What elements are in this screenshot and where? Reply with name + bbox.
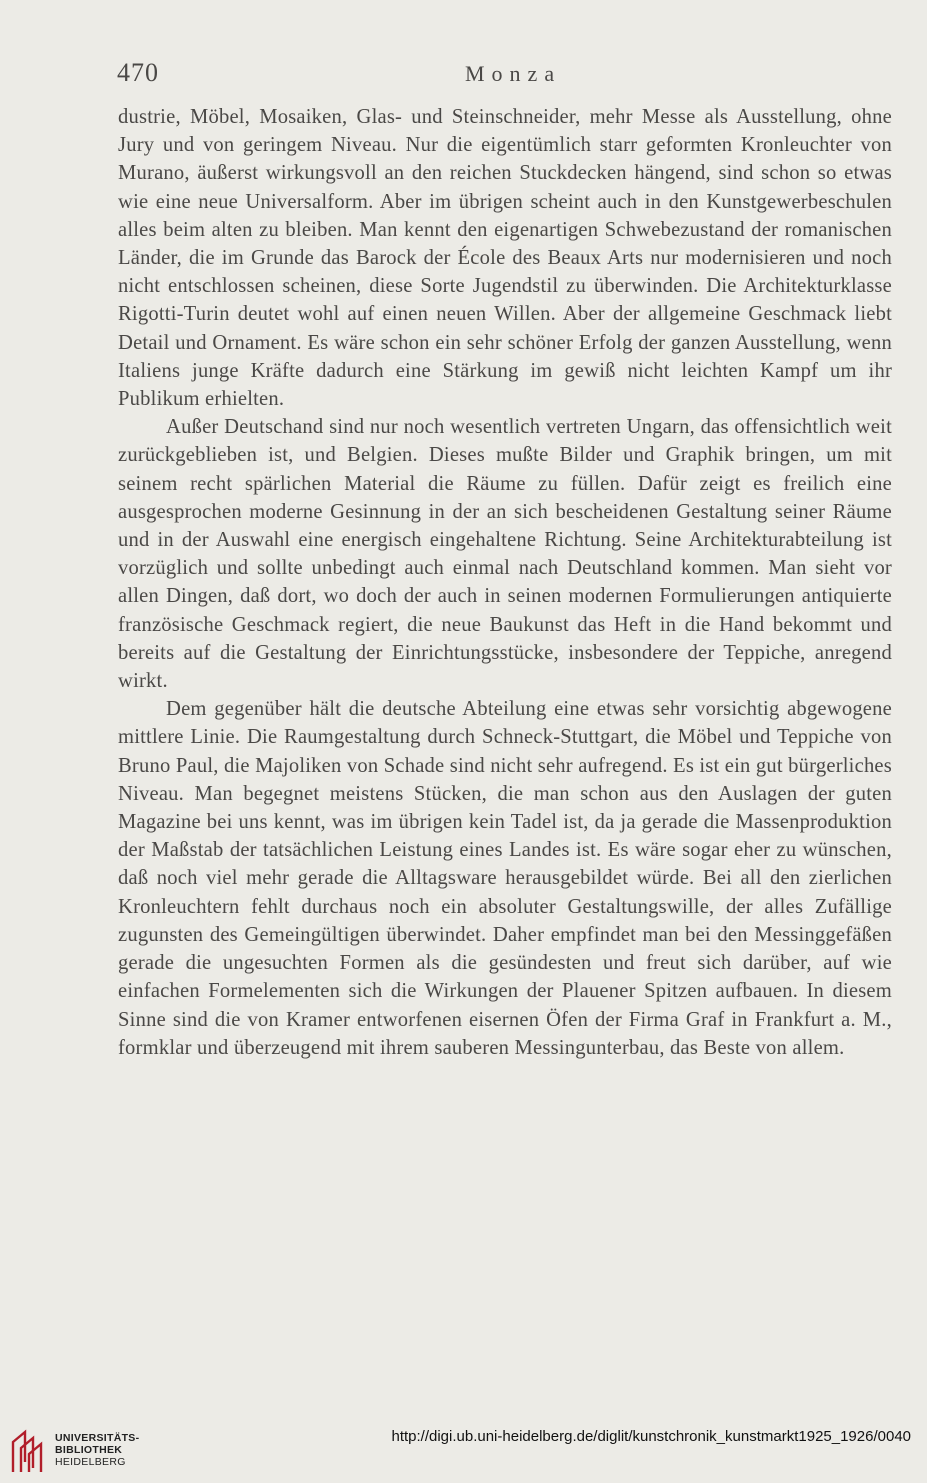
library-logo-icon xyxy=(9,1428,49,1474)
digitization-footer xyxy=(0,1420,927,1483)
article-body xyxy=(118,103,892,1062)
source-url-link[interactable]: http://digi.ub.uni-heidelberg.de/diglit/kunstchronik_kunstmarkt1925_1926/0040 xyxy=(391,1428,911,1445)
paragraph: Dem gegenüber hält die deutsche Abteilung eine etwas sehr vorsichtig abgewogene mittlere Linie. Die Raumgestaltung durch Schneck-Stuttgart, die Möbel und Teppiche von Bruno Paul, die Majoliken von Schade sind nicht sehr aufregend. Es ist ein gut bürgerliches Niveau. Man begegnet meistens Stücken, die man schon aus den Auslagen der guten Magazine bei uns kennt, was im übrigen kein Tadel ist, da ja gerade die Massenproduktion der Maßstab der tatsächlichen Leistung eines Landes ist. Es wäre sogar eher zu wünschen, daß noch viel mehr gerade die Alltagsware herausgebildet würde. Bei all den zierlichen Kronleuchtern fehlt durchaus noch ein absoluter Gestaltungswille, der alles Zufällige zugunsten des Gemeingültigen überwindet. Daher empfindet man bei den Messinggefäßen gerade die ungesuchten Formen als die gesündesten und freut sich darüber, auf wie einfachen Formelementen sich die Wirkungen der Plauener Spitzen aufbauen. In diesem Sinne sind die von Kramer entworfenen eisernen Öfen der Firma Graf in Frankfurt a. M., formklar und überzeugend mit ihrem sauberen Messingunterbau, das Beste von allem. xyxy=(118,698,892,1059)
page-number: 470 xyxy=(117,58,159,87)
running-title: Monza xyxy=(465,61,562,86)
paragraph: Außer Deutschand sind nur noch wesentlich vertreten Ungarn, das offensichtlich weit zurückgeblieben ist, und Belgien. Dieses mußte Bilder und Graphik bringen, um mit seinem recht spärlichen Material die Räume zu füllen. Dafür zeigt es freilich eine ausgesprochen moderne Gesinnung in der an sich bescheidenen Gestaltung seiner Räume und in der Auswahl eine energisch eingehaltene Richtung. Seine Architekturabteilung ist vorzüglich und sollte unbedingt auch einmal nach Deutschland kommen. Man sieht vor allen Dingen, daß dort, wo doch der auch in seinen modernen Formulierungen antiquierte französische Geschmack regiert, die neue Baukunst das Heft in die Hand bekommt und bereits auf die Gestaltung der Einrichtungsstücke, insbesondere der Teppiche, anregend wirkt. xyxy=(118,416,892,693)
library-name: UNIVERSITÄTS- BIBLIOTHEK HEIDELBERG xyxy=(55,1432,140,1468)
paragraph: dustrie, Möbel, Mosaiken, Glas- und Steinschneider, mehr Messe als Ausstellung, ohne Jury und von geringem Niveau. Nur die eigentümlich starr geformten Kronleuchter von Murano, äußerst wirkungsvoll an den reichen Stuckdecken hängend, sind schon so etwas wie eine neue Universalform. Aber im übrigen scheint auch in den Kunstgewerbeschulen alles beim alten zu bleiben. Man kennt den eigenartigen Schwebezustand der romanischen Länder, die im Grunde das Barock der École des Beaux Arts nur modernisieren und noch nicht entschlossen scheinen, diese Sorte Jugendstil zu überwinden. Die Architekturklasse Rigotti-Turin deutet wohl auf einen neuen Willen. Aber der allgemeine Geschmack liebt Detail und Ornament. Es wäre schon ein sehr schöner Erfolg der ganzen Ausstellung, wenn Italiens junge Kräfte dadurch eine Stärkung im gewiß nicht leichten Kampf um ihr Publikum erhielten. xyxy=(118,106,892,411)
page-header xyxy=(117,58,887,98)
